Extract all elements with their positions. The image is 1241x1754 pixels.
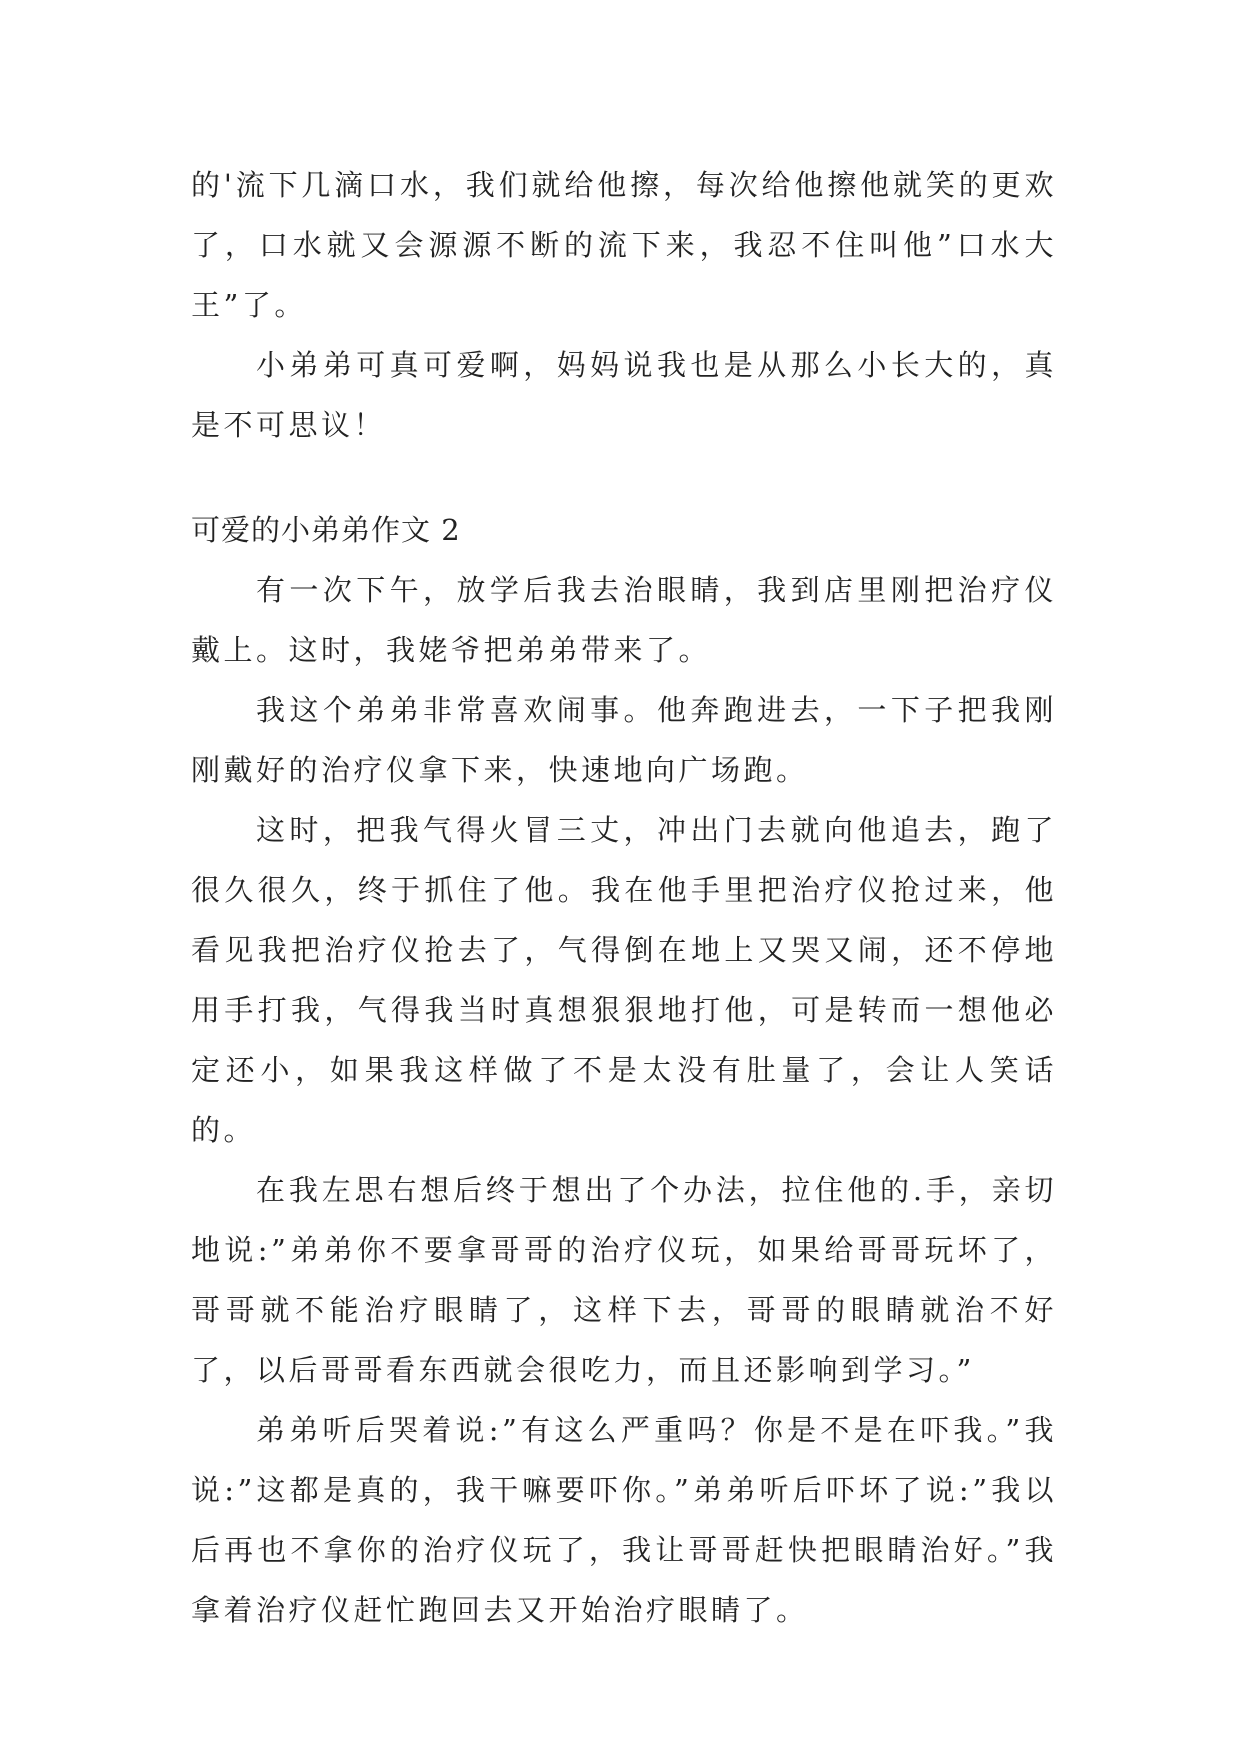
paragraph-4: 在我左思右想后终于想出了个办法，拉住他的.手，亲切地说:”弟弟你不要拿哥哥的治疗仪玩，如果给哥哥玩坏了，哥哥就不能治疗眼睛了，这样下去，哥哥的眼睛就治不好了，以后哥哥看东西就会很吃力，而且还影响到学习。” (191, 1173, 1057, 1387)
paragraph-1: 有一次下午，放学后我去治眼睛，我到店里刚把治疗仪戴上。这时，我姥爷把弟弟带来了。 (191, 573, 1057, 667)
document-body (191, 155, 1057, 1640)
paragraph-conclusion: 小弟弟可真可爱啊，妈妈说我也是从那么小长大的，真是不可思议！ (191, 348, 1057, 442)
essay-heading: 可爱的小弟弟作文 2 (191, 513, 461, 547)
paragraph-3: 这时，把我气得火冒三丈，冲出门去就向他追去，跑了很久很久，终于抓住了他。我在他手里把治疗仪抢过来，他看见我把治疗仪抢去了，气得倒在地上又哭又闹，还不停地用手打我，气得我当时真想狠狠地打他，可是转而一想他必定还小，如果我这样做了不是太没有肚量了，会让人笑话的。 (191, 813, 1057, 1147)
paragraph-continuation: 的'流下几滴口水，我们就给他擦，每次给他擦他就笑的更欢了，口水就又会源源不断的流下来，我忍不住叫他”口水大王”了。 (191, 168, 1057, 322)
paragraph-5: 弟弟听后哭着说:”有这么严重吗？你是不是在吓我。”我说:”这都是真的，我干嘛要吓你。”弟弟听后吓坏了说:”我以后再也不拿你的治疗仪玩了，我让哥哥赶快把眼睛治好。”我拿着治疗仪赶忙跑回去又开始治疗眼睛了。 (191, 1413, 1057, 1627)
paragraph-2: 我这个弟弟非常喜欢闹事。他奔跑进去，一下子把我刚刚戴好的治疗仪拿下来，快速地向广场跑。 (191, 693, 1057, 787)
